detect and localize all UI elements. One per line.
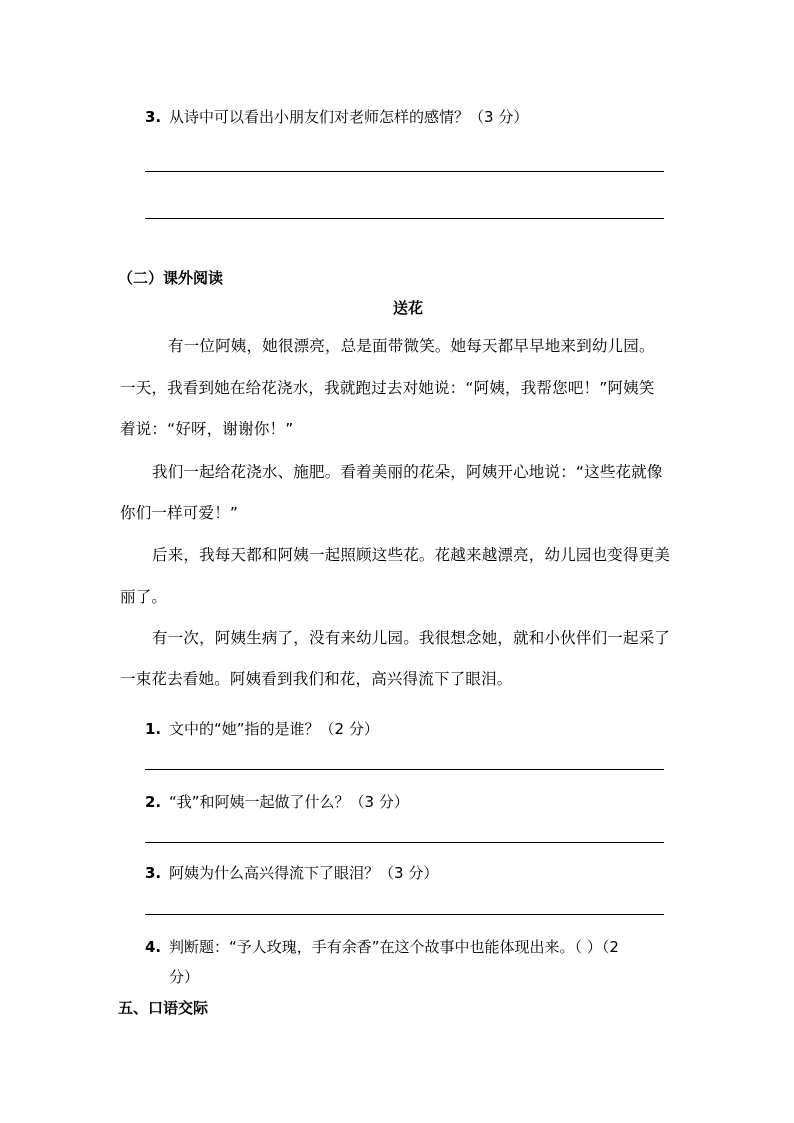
question-number: 1. [145,720,162,738]
question-3-top [145,106,528,127]
question-number: 2. [145,793,162,811]
question-number: 4. [145,938,162,956]
question-text: “我”和阿姨一起做了什么？（3 分） [169,793,409,811]
story-line: 着说：“好呀，谢谢你！” [120,420,294,438]
answer-line [145,218,664,219]
question-4-continuation: 分） [169,968,200,986]
answer-line [145,171,664,172]
story-line: 我们一起给花浇水、施肥。看着美丽的花朵，阿姨开心地说：“这些花就像 [152,463,663,481]
story-line: 一束花去看她。阿姨看到我们和花，高兴得流下了眼泪。 [120,670,513,688]
question-2 [145,791,409,812]
story-line: 你们一样可爱！” [120,504,239,522]
story-line: 后来，我每天都和阿姨一起照顾这些花。花越来越漂亮，幼儿园也变得更美 [152,546,671,564]
story-line: 有一次，阿姨生病了，没有来幼儿园。我很想念她，就和小伙伴们一起采了 [152,629,671,647]
answer-line [145,769,664,770]
story-line: 有一位阿姨，她很漂亮，总是面带微笑。她每天都早早地来到幼儿园。 [168,337,655,355]
question-3 [145,862,438,883]
question-1 [145,718,379,739]
question-text: 判断题：“予人玫瑰，手有余香”在这个故事中也能体现出来。（ ）（2 [169,938,619,956]
question-number: 3. [145,108,162,126]
answer-line [145,842,664,843]
question-4 [145,936,619,957]
section-title: （二）课外阅读 [118,269,224,287]
question-number: 3. [145,864,162,882]
story-line: 一天，我看到她在给花浇水，我就跑过去对她说：“阿姨，我帮您吧！”阿姨笑 [120,379,655,397]
story-title: 送花 [393,299,424,317]
question-text: 从诗中可以看出小朋友们对老师怎样的感情？（3 分） [169,108,529,126]
question-text: 文中的“她”指的是谁？（2 分） [169,720,379,738]
question-text: 阿姨为什么高兴得流下了眼泪？（3 分） [169,864,439,882]
answer-line [145,914,664,915]
story-line: 丽了。 [120,588,168,606]
section-five-title: 五、口语交际 [118,999,209,1017]
